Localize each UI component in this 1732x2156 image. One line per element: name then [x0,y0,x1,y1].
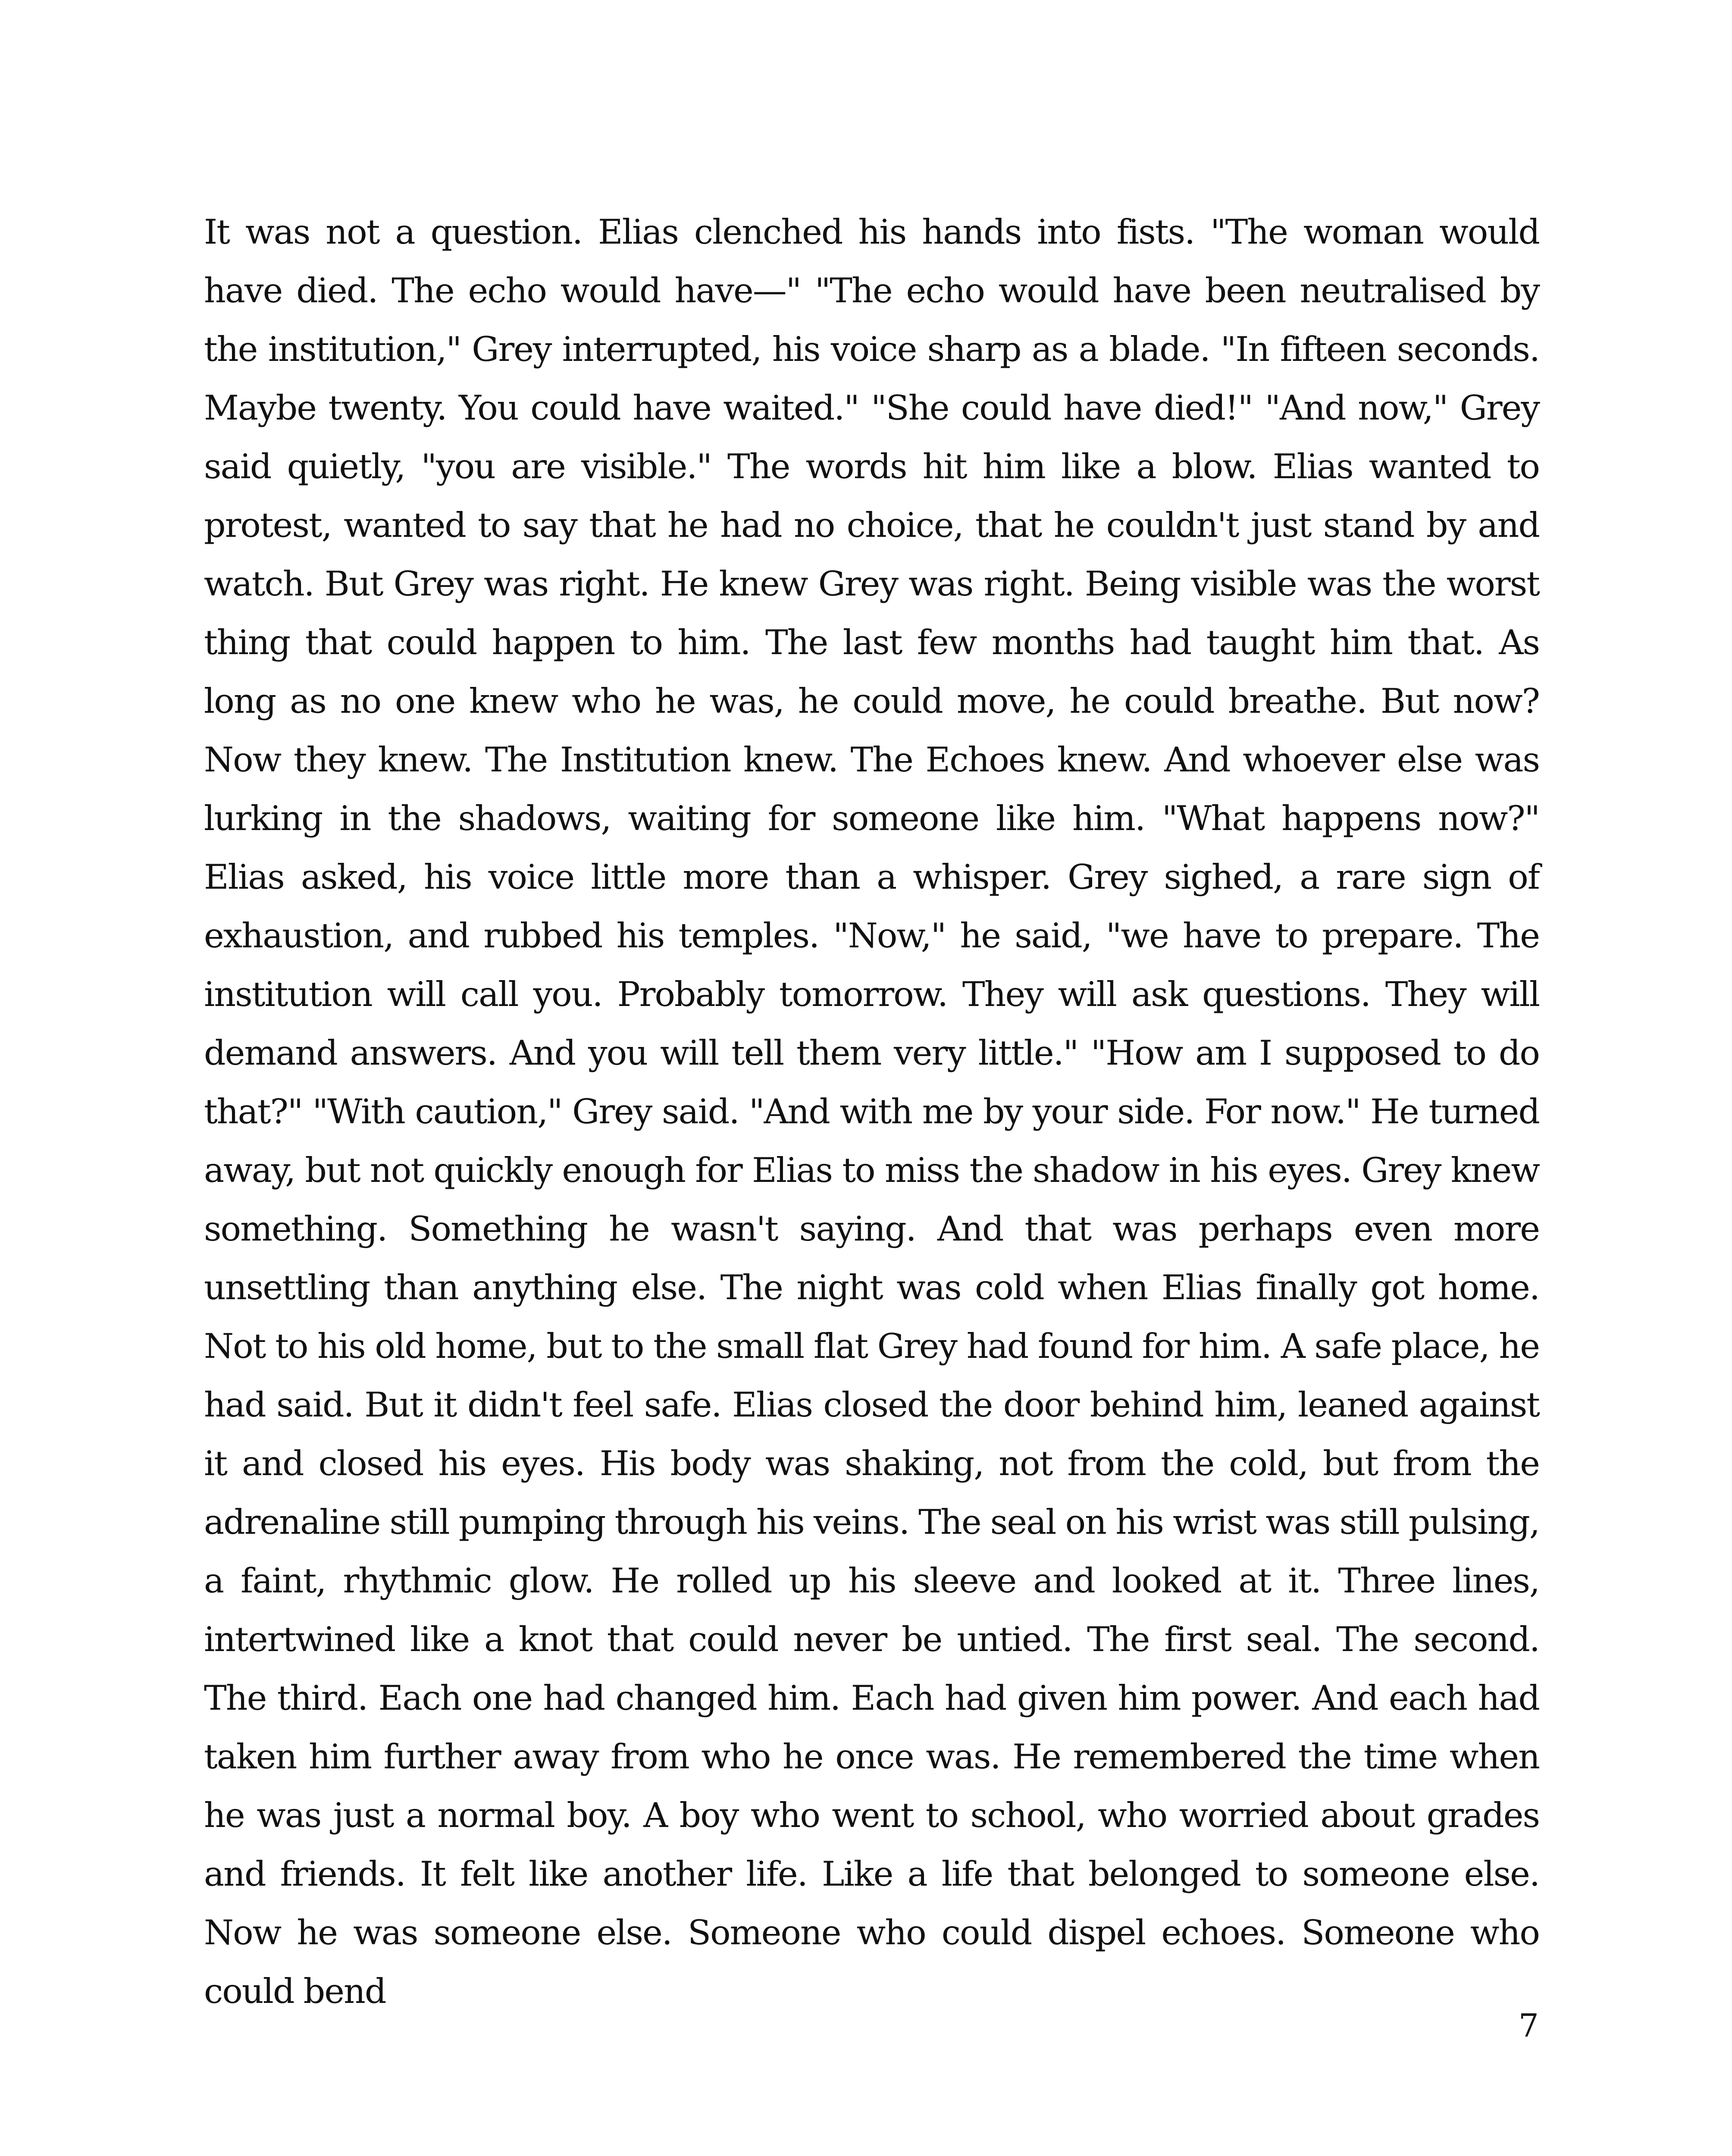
body-paragraph: It was not a question. Elias clenched his hands into fists. "The woman would have died. The echo would have—" "The echo would have been neutralised by the institution," Grey interrupted, his voice sharp as a blade. "In fifteen seconds. Maybe twenty. You could have waited." "She could have died!" "And now," Grey said quietly, "you are visible." The words hit him like a blow. Elias wanted to protest, wanted to say that he had no choice, that he couldn't just stand by and watch. But Grey was right. He knew Grey was right. Being visible was the worst thing that could happen to him. The last few months had taught him that. As long as no one knew who he was, he could move, he could breathe. But now? Now they knew. The Institution knew. The Echoes knew. And whoever else was lurking in the shadows, waiting for someone like him. "What happens now?" Elias asked, his voice little more than a whisper. Grey sighed, a rare sign of exhaustion, and rubbed his temples. "Now," he said, "we have to prepare. The institution will call you. Probably tomorrow. They will ask questions. They will demand answers. And you will tell them very little." "How am I supposed to do that?" "With caution," Grey said. "And with me by your side. For now." He turned away, but not quickly enough for Elias to miss the shadow in his eyes. Grey knew something. Something he wasn't saying. And that was perhaps even more unsettling than anything else. The night was cold when Elias finally got home. Not to his old home, but to the small flat Grey had found for him. A safe place, he had said. But it didn't feel safe. Elias closed the door behind him, leaned against it and closed his eyes. His body was shaking, not from the cold, but from the adrenaline still pumping through his veins. The seal on his wrist was still pulsing, a faint, rhythmic glow. He rolled up his sleeve and looked at it. Three lines, intertwined like a knot that could never be untied. The first seal. The second. The third. Each one had changed him. Each had given him power. And each had taken him further away from who he once was. He remembered the time when he was just a normal boy. A boy who went to school, who worried about grades and friends. It felt like another life. Like a life that belonged to someone else. Now he was someone else. Someone who could dispel echoes. Someone who could bend [204,212,1539,2011]
page-number: 7 [1518,2007,1539,2044]
